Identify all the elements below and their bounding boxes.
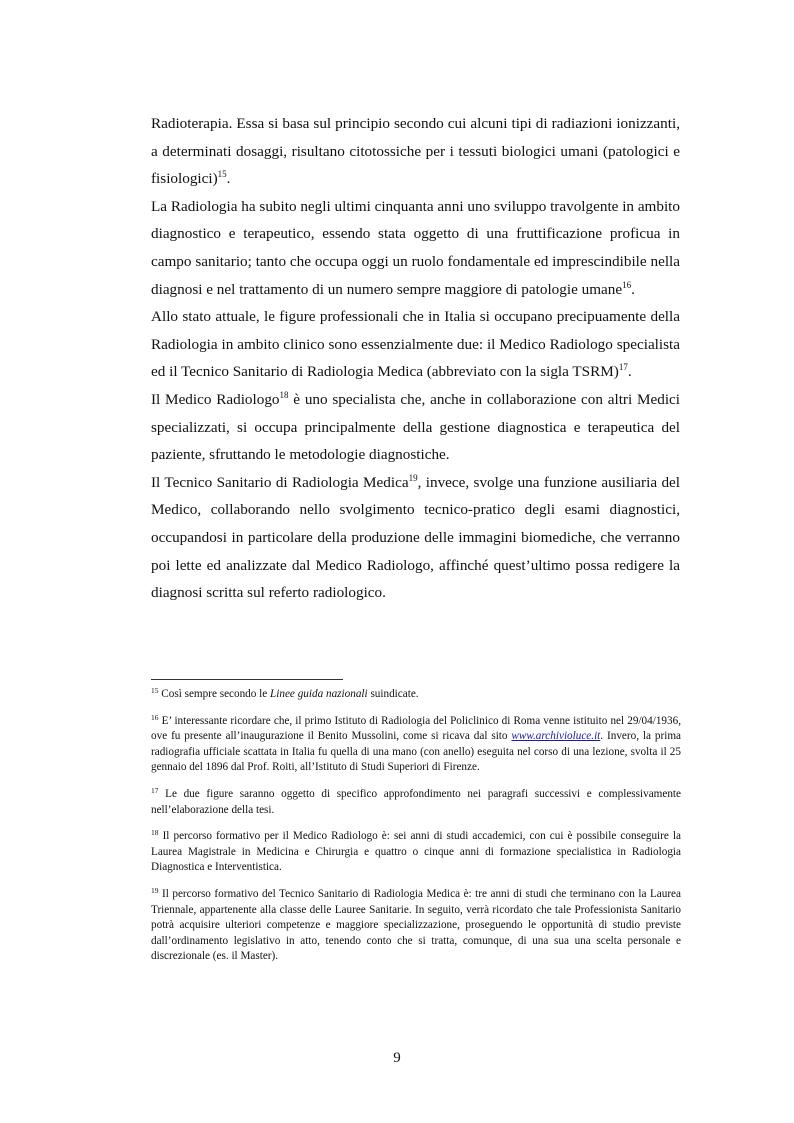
footnote-17: $^{17}$ Le due figure saranno oggetto di specifico approfondimento nei paragrafi successivi e complessivamente nell’elaborazione della tesi. — [151, 785, 681, 816]
page-number: 9 — [393, 1050, 401, 1066]
paragraph-tecnico-sanitario: Il Tecnico Sanitario di Radiologia Medica$^{19}$, invece, svolge una funzione ausiliaria del Medico, collaborando nello svolgimento tecnico-pratico degli esami diagnostici, occupandosi in particolare della produzione delle immagini biomediche, che verranno poi lette ed analizzate dal Medico Radiologo, affinché quest’ultimo possa redigere la diagnosi scritta sul referto radiologico. — [151, 472, 681, 602]
footnote-separator — [151, 679, 343, 680]
footnote-18: $^{18}$ Il percorso formativo per il Medico Radiologo è: sei anni di studi accademici, con cui è possibile conseguire la Laurea Magistrale in Medicina e Chirurgia e quattro o cinque anni di formazione specialistica in Radiologia Diagnostica e Interventistica. — [151, 828, 681, 874]
footnotes — [151, 687, 681, 976]
footnote-ref-15[interactable]: 15 — [217, 169, 227, 180]
footnote-ref-16[interactable]: 16 — [622, 279, 632, 290]
main-text — [151, 110, 680, 607]
footnote-16: $^{16}$ E’ interessante ricordare che, il primo Istituto di Radiologia del Policlinico di Roma venne istituito nel 29/04/1936, ove fu presente all’inaugurazione il Benito Mussolini, come si ricava dal sito www.archivioluce.it. Invero, la prima radiografia ufficiale scattata in Italia fu quella di una mano (con anello) eseguita nel corso di una lezione, svolta il 25 gennaio del 1896 dal Prof. Roiti, all’Istituto di Studi Superiori di Firenze. — [151, 712, 681, 774]
archivioluce-link[interactable]: www.archivioluce.it — [511, 730, 601, 743]
footnote-ref-18[interactable]: 18 — [279, 389, 289, 400]
footnote-19: $^{19}$ Il percorso formativo del Tecnico Sanitario di Radiologia Medica è: tre anni di studi che terminano con la Laurea Triennale, appartenente alla classe delle Lauree Sanitarie. In seguito, verrà ricordato che tale Professionista Sanitario potrà acquisire ulteriori competenze e maggiore specializzazione, proseguendo le opportunità di studio previste dall’ordinamento legislativo in atto, tenendo conto che si tratta, comunque, di una sua una scelta personale e discrezionale (es. il Master). — [151, 885, 681, 963]
footnote-ref-19[interactable]: 19 — [408, 472, 418, 483]
paragraph-medico-radiologo: Il Medico Radiologo$^{18}$ è uno specialista che, anche in collaborazione con altri Medici specializzati, si occupa principalmente della gestione diagnostica e terapeutica del paziente, sfruttando le metodologie diagnostiche. — [151, 389, 680, 464]
footnote-15: $^{15}$ Così sempre secondo le Linee guida nazionali suindicate. — [151, 686, 419, 700]
paragraph-radiologia-sviluppo: La Radiologia ha subito negli ultimi cinquanta anni uno sviluppo travolgente in ambito diagnostico e terapeutico, essendo stata oggetto di una fruttificazione proficua in campo sanitario; tanto che occupa oggi un ruolo fondamentale ed imprescindibile nella diagnosi e nel trattamento di un numero sempre maggiore di patologie umane$^{16}$. — [151, 197, 680, 298]
paragraph-figure-professionali: Allo stato attuale, le figure professionali che in Italia si occupano precipuamente della Radiologia in ambito clinico sono essenzialmente due: il Medico Radiologo specialista ed il Tecnico Sanitario di Radiologia Medica (abbreviato con la sigla TSRM)$^{17}$. — [151, 308, 680, 381]
footnote-ref-17[interactable]: 17 — [618, 362, 628, 373]
paragraph-radioterapia: Radioterapia. Essa si basa sul principio secondo cui alcuni tipi di radiazioni ionizzanti, a determinati dosaggi, risultano citotossiche per i tessuti biologici umani (patologici e fisiologici)$^{15}$. — [151, 115, 680, 188]
